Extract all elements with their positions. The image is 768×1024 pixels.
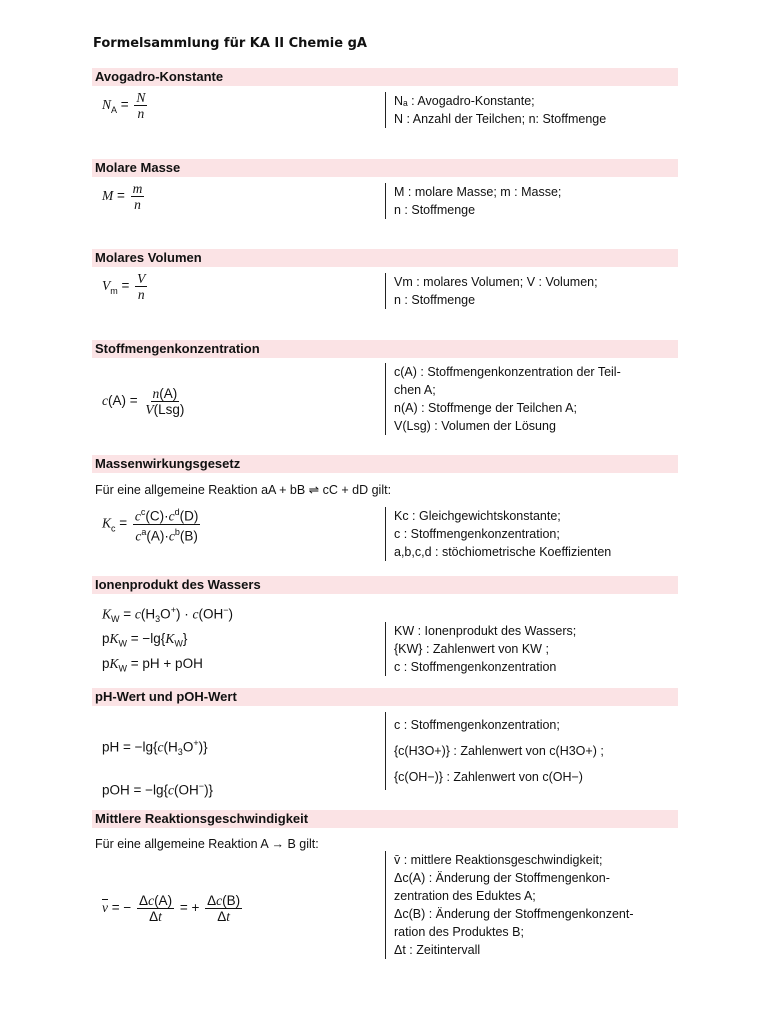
section-avogadro bbox=[92, 68, 678, 136]
formula-molar-volume: $V_m$ = $\frac{V}{n}$ bbox=[102, 271, 146, 302]
description: Vm : molares Volumen; V : Volumen; n : Stoffmenge bbox=[385, 273, 674, 309]
section-heading: Massenwirkungsgesetz bbox=[92, 455, 678, 473]
section-ionic-product bbox=[92, 576, 678, 694]
section-heading: Molare Masse bbox=[92, 159, 678, 177]
section-heading: Molares Volumen bbox=[92, 249, 678, 267]
formula-ionic-product: $K_W = c(H_3O^+) \cdot c(OH^-)$ $pK_W = -\lg\{K_W\}$ $pK_W$ = pH + pOH bbox=[102, 605, 233, 674]
section-rate bbox=[92, 810, 678, 981]
description: M : molare Masse; m : Masse; n : Stoffmenge bbox=[385, 183, 674, 219]
formula-molar-mass: M = $\frac{m}{n}$ bbox=[102, 181, 143, 212]
page-title: Formelsammlung für KA II Chemie gA bbox=[93, 36, 367, 51]
section-heading: Stoffmengenkonzentration bbox=[92, 340, 678, 358]
formula-rate: $\overline{v}$ = − $\frac{\Delta c(A)}{\Delta t}$ = + $\frac{\Delta c(B)}{\Delta t}$ bbox=[102, 893, 241, 924]
section-mwg bbox=[92, 455, 678, 559]
section-molar-mass bbox=[92, 159, 678, 227]
description: c : Stoffmengenkonzentration; {c(H3O+)} : Zahlenwert von c(H3O+) ; {c(OH−)} : Zahlenwert von c(OH−) bbox=[385, 712, 674, 790]
description: c(A) : Stoffmengenkonzentration der Teil- chen A; n(A) : Stoffmenge der Teilchen A; V(Lsg) : Volumen der Lösung bbox=[385, 363, 674, 435]
intro-text: Für eine allgemeine Reaktion A → B gilt: bbox=[95, 837, 319, 851]
section-molar-volume bbox=[92, 249, 678, 317]
section-heading: pH-Wert und pOH-Wert bbox=[92, 688, 678, 706]
section-heading: Ionenprodukt des Wassers bbox=[92, 576, 678, 594]
formula-ph: pH = $-\lg\{c(H_3O^+)\}$ pOH = −lg{c(OH−)} bbox=[102, 738, 214, 798]
formula-concentration: c(A) = $\frac{n(A)}{\text{V(Lsg)}}$ bbox=[102, 386, 185, 417]
section-ph bbox=[92, 688, 678, 806]
intro-text: Für eine allgemeine Reaktion aA + bB ⇌ cC + dD gilt: bbox=[95, 483, 392, 497]
section-heading: Mittlere Reaktionsgeschwindigkeit bbox=[92, 810, 678, 828]
description: KW : Ionenprodukt des Wassers; {KW} : Zahlenwert von KW ; c : Stoffmengenkonzentration bbox=[385, 622, 674, 676]
description: Kc : Gleichgewichtskonstante; c : Stoffmengenkonzentration; a,b,c,d : stöchiometrische Koeffizienten bbox=[385, 507, 674, 561]
section-heading: Avogadro-Konstante bbox=[92, 68, 678, 86]
description: v̄ : mittlere Reaktionsgeschwindigkeit; Δc(A) : Änderung der Stoffmengenkon- zentration des Eduktes A; Δc(B) : Änderung der Stoffmengenkonzent- ration des Produktes B; Δt : Zeitintervall bbox=[385, 851, 674, 959]
description: Nₐ : Avogadro-Konstante; N : Anzahl der Teilchen; n: Stoffmenge bbox=[385, 92, 674, 128]
formula-mwg: $K_c$ = $\frac{c^c(C)\cdot c^d(D)}{c^a(A)\cdot c^b(B)}$ bbox=[102, 507, 199, 543]
section-concentration bbox=[92, 340, 678, 438]
formula-avogadro: $N_A$ = $\frac{N}{n}$ bbox=[102, 90, 146, 121]
